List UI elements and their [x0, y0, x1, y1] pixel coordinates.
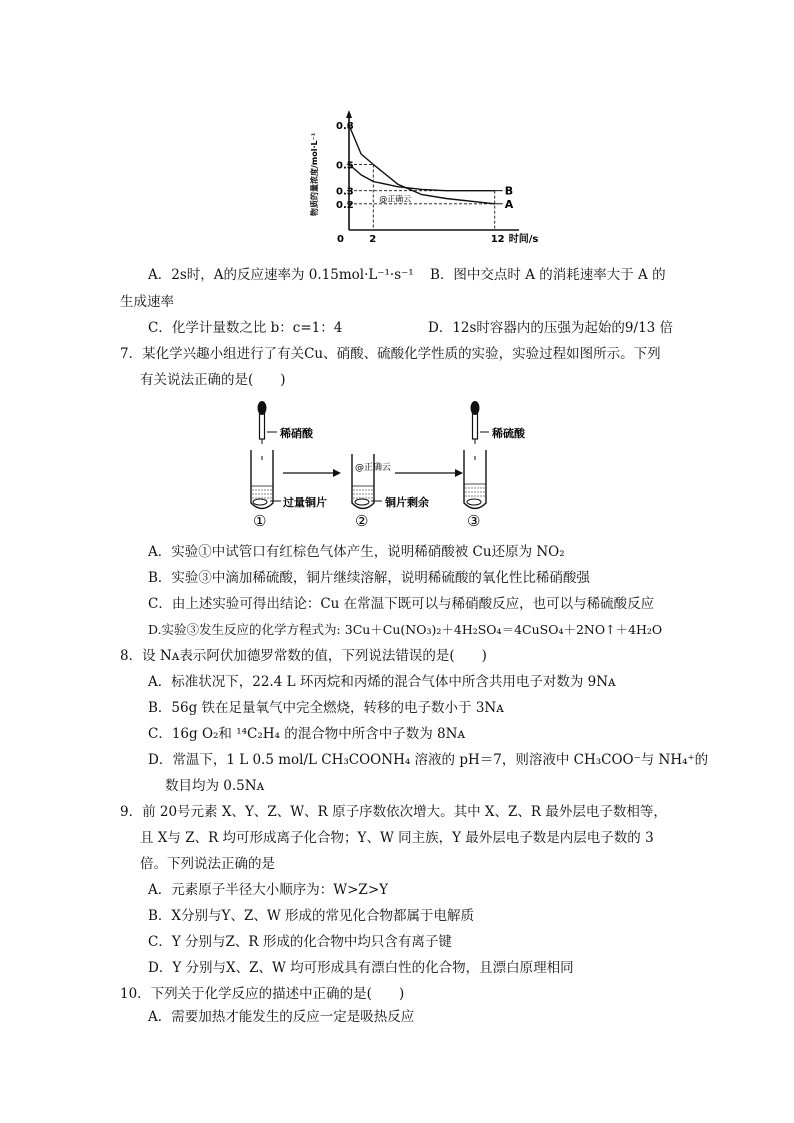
q10-option-a: A．需要加热才能发生的反应一定是吸热反应	[148, 1009, 415, 1025]
tube-number-2: ②	[355, 512, 369, 530]
q6-option-b-cont: 生成速率	[120, 294, 174, 310]
chart-watermark: @正确云	[379, 194, 412, 204]
concentration-time-chart	[305, 108, 539, 250]
q9-option-a: A．元素原子半径大小顺序为：W>Z>Y	[148, 882, 389, 898]
figure-watermark: @正确云	[355, 463, 392, 473]
q6-option-b: B．图中交点时 A 的消耗速率大于 A 的	[430, 267, 666, 283]
q7-option-d: D.实验③发生反应的化学方程式为: 3Cu＋Cu(NO₃)₂＋4H₂SO₄＝4CuSO₄＋2NO↑＋4H₂O	[148, 622, 663, 637]
y-tick-label: 0.2	[336, 199, 354, 211]
q6-option-a: A．2s时，A的反应速率为 0.15mol·L⁻¹·s⁻¹	[148, 267, 414, 283]
q7-option-a: A．实验①中试管口有红棕色气体产生，说明稀硝酸被 Cu还原为 NO₂	[148, 544, 565, 560]
reagent-label-1: 稀硝酸	[280, 427, 313, 440]
q8-option-c: C．16g O₂和 ¹⁴C₂H₄ 的混合物中所含中子数为 8Nᴀ	[148, 726, 466, 742]
y-tick-label: 0.8	[336, 121, 354, 133]
experiment-figure	[225, 398, 565, 533]
q7-option-c: C．由上述实验可得出结论：Cu 在常温下既可以与稀硝酸反应，也可以与稀硫酸反应	[148, 596, 655, 612]
q9-option-c: C．Y 分别与Z、R 形成的化合物中均只含有离子键	[148, 934, 452, 950]
x-tick-label: 12	[490, 234, 505, 245]
plot-area	[336, 110, 538, 245]
y-axis-arrow	[346, 110, 352, 118]
copper-label-1: 过量铜片	[283, 496, 327, 509]
q9-option-d: D．Y 分别与X、Z、W 均可形成具有漂白性的化合物，且漂白原理相同	[148, 960, 574, 976]
x-tick-label: 0	[337, 234, 344, 245]
q8-option-d: D．常温下，1 L 0.5 mol/L CH₃COONH₄ 溶液的 pH＝7，则溶液中 CH₃COO⁻与 NH₄⁺的	[148, 752, 709, 768]
q8-option-a: A．标准状况下，22.4 L 环丙烷和丙烯的混合气体中所含共用电子对数为 9Nᴀ	[148, 674, 616, 690]
y-tick-label: 0.3	[336, 186, 354, 198]
x-axis-label: 时间/s	[508, 234, 539, 245]
reagent-label-2: 稀硫酸	[492, 427, 525, 440]
q10-stem: 10．下列关于化学反应的描述中正确的是( )	[120, 986, 405, 1002]
x-tick-label: 2	[369, 234, 377, 245]
q7-stem-2: 有关说法正确的是( )	[140, 372, 286, 388]
y-axis-label: 物质的量浓度/mol·L⁻¹	[310, 132, 319, 216]
test-tube-3	[464, 450, 486, 509]
q8-stem: 8．设 Nᴀ表示阿伏加德罗常数的值，下列说法错误的是( )	[120, 648, 487, 664]
dropper-icon	[258, 401, 267, 444]
q8-option-b: B．56g 铁在足量氧气中完全燃烧，转移的电子数小于 3Nᴀ	[148, 700, 504, 716]
q6-option-c: C．化学计量数之比 b：c=1：4	[148, 320, 343, 336]
q9-stem-3: 倍。下列说法正确的是	[140, 856, 275, 872]
series-label-B: B	[504, 184, 514, 198]
series-line-B	[349, 164, 495, 190]
tube-number-1: ①	[253, 512, 267, 530]
q7-option-b: B．实验③中滴加稀硫酸，铜片继续溶解，说明稀硫酸的氧化性比稀硝酸强	[148, 570, 590, 586]
tube-number-3: ③	[467, 512, 481, 530]
q9-option-b: B．X分别与Y、Z、W 形成的常见化合物都属于电解质	[148, 908, 474, 924]
q7-stem-1: 7．某化学兴趣小组进行了有关Cu、硝酸、硫酸化学性质的实验，实验过程如图所示。下列	[120, 346, 661, 362]
q8-option-d-cont: 数目均为 0.5Nᴀ	[165, 778, 265, 794]
q9-stem-2: 且 X与 Z、R 均可形成离子化合物；Y、W 同主族，Y 最外层电子数是内层电子数的 3	[140, 830, 654, 846]
series-label-A: A	[504, 197, 514, 211]
test-tube-1	[251, 450, 273, 509]
y-tick-label: 0.5	[336, 160, 354, 172]
dropper-icon	[471, 401, 480, 444]
q6-option-d: D．12s时容器内的压强为起始的9/13 倍	[428, 320, 674, 336]
copper-label-2: 铜片剩余	[385, 496, 429, 509]
q9-stem-1: 9．前 20号元素 X、Y、Z、W、R 原子序数依次增大。其中 X、Z、R 最外层电子数相等，	[120, 804, 667, 820]
